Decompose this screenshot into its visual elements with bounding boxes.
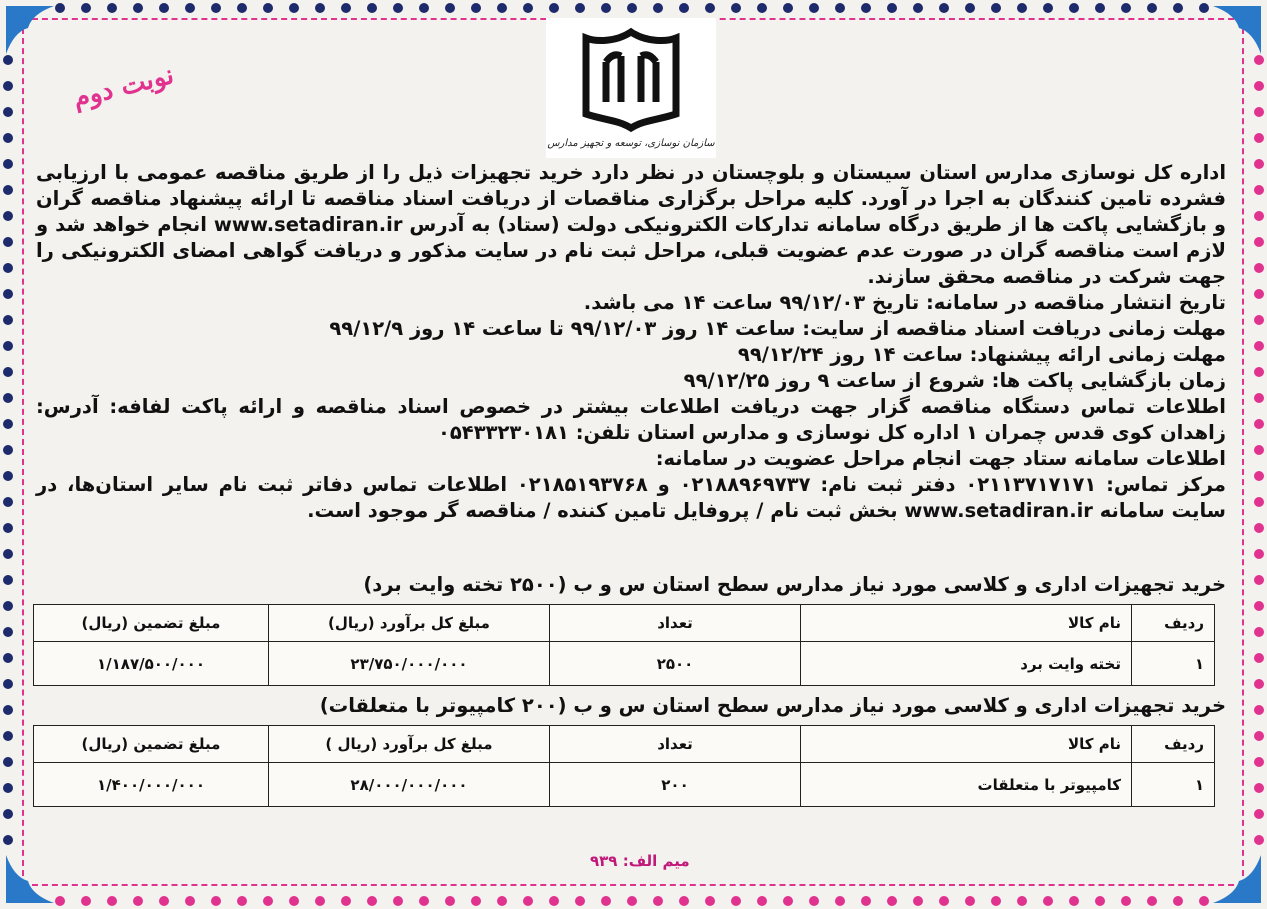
border-dot: [1254, 393, 1264, 403]
cell-item-name: تخته وایت برد: [801, 642, 1132, 686]
border-dot: [1254, 601, 1264, 611]
border-dot: [731, 896, 741, 906]
border-dot: [133, 3, 143, 13]
border-dot: [1254, 731, 1264, 741]
border-dot: [1121, 896, 1131, 906]
border-dot: [1254, 367, 1264, 377]
border-dot: [3, 679, 13, 689]
border-dot: [3, 159, 13, 169]
border-dot: [1017, 896, 1027, 906]
border-dot: [3, 263, 13, 273]
border-dot: [289, 896, 299, 906]
header-row-number: ردیف: [1132, 605, 1215, 642]
cell-row-number: ۱: [1132, 763, 1215, 807]
border-dot: [575, 896, 585, 906]
border-dot: [1147, 896, 1157, 906]
border-dot: [263, 896, 273, 906]
setad-info-title: اطلاعات سامانه ستاد جهت انجام مراحل عضویت در سامانه:: [655, 447, 1226, 470]
border-dot: [3, 393, 13, 403]
table-header-row: [34, 605, 1215, 642]
corner-ornament-top-right: [1213, 6, 1261, 54]
border-dot: [1017, 3, 1027, 13]
border-dot: [1254, 419, 1264, 429]
border-dot: [1254, 809, 1264, 819]
border-dot: [653, 896, 663, 906]
border-dot: [445, 896, 455, 906]
border-dot: [81, 896, 91, 906]
border-dot: [3, 497, 13, 507]
border-dot: [523, 896, 533, 906]
school-renovation-logo-icon: [546, 18, 716, 138]
border-dot: [3, 627, 13, 637]
contact-info-paragraph: اطلاعات تماس دستگاه مناقصه گزار جهت دریافت اطلاعات بیشتر در خصوص اسناد مناقصه و ارائه پاکت لفافه: آدرس: زاهدان کوی قدس چمران ۱ اداره کل نوسازی و مدارس استان تلفن: ۰۵۴۳۳۲۳۰۱۸۱: [36, 395, 1226, 444]
border-dot: [1043, 3, 1053, 13]
border-dot: [367, 896, 377, 906]
logo-caption: سازمان نوسازی، توسعه و تجهیز مدارس: [547, 138, 715, 149]
corner-ornament-top-left: [6, 6, 54, 54]
border-dot: [1095, 3, 1105, 13]
round-label: نوبت دوم: [69, 60, 177, 114]
border-dot: [3, 237, 13, 247]
border-dot: [159, 896, 169, 906]
border-dot: [939, 3, 949, 13]
border-dot: [1254, 341, 1264, 351]
border-dot: [367, 3, 377, 13]
border-dot: [601, 3, 611, 13]
border-dot: [185, 896, 195, 906]
border-dot: [913, 896, 923, 906]
corner-ornament-bottom-left: [6, 855, 54, 903]
border-dot: [445, 3, 455, 13]
header-item-name: نام کالا: [801, 605, 1132, 642]
border-dot: [3, 601, 13, 611]
border-dot: [549, 3, 559, 13]
border-dot: [1147, 3, 1157, 13]
border-dot: [3, 55, 13, 65]
border-dot: [237, 896, 247, 906]
border-dot: [835, 3, 845, 13]
border-dot: [1254, 523, 1264, 533]
notice-body: [36, 160, 1226, 524]
border-dot: [1254, 159, 1264, 169]
intro-paragraph: اداره کل نوسازی مدارس استان سیستان و بلوچستان در نظر دارد خرید تجهیزات ذیل را از طریق مناقصه عمومی با ارزیابی فشرده تامین کنندگان به اجرا در آورد. کلیه مراحل برگزاری مناقصات از دریافت اسناد مناقصه تا ارائه پیشنهاد مناقصه گران و بازگشایی پاکت ها از طریق درگاه سامانه تدارکات الکترونیکی دولت (ستاد) به آدرس www.setadiran.ir انجام خواهد شد و لازم است مناقصه گران در صورت عدم عضویت قبلی، مراحل ثبت نام در سایت مذکور و دریافت گواهی امضای الکترونیکی را جهت شرکت در مناقصه محقق سازند.: [36, 161, 1227, 288]
border-dot: [315, 896, 325, 906]
border-dot: [3, 107, 13, 117]
opening-time-line: زمان بازگشایی پاکت ها: شروع از ساعت ۹ روز ۹۹/۱۲/۲۵: [683, 369, 1226, 392]
border-dot: [1254, 575, 1264, 585]
header-quantity: تعداد: [550, 726, 801, 763]
border-dot: [627, 3, 637, 13]
border-dot: [679, 3, 689, 13]
border-dot: [3, 289, 13, 299]
border-dot: [861, 3, 871, 13]
header-guarantee: مبلغ تضمین (ریال): [34, 605, 269, 642]
border-dot: [1254, 653, 1264, 663]
border-dot: [991, 896, 1001, 906]
border-dot: [3, 419, 13, 429]
border-dot: [3, 81, 13, 91]
border-dot: [497, 3, 507, 13]
border-dot: [55, 896, 65, 906]
border-dot: [1254, 497, 1264, 507]
border-dot: [1069, 896, 1079, 906]
border-dot: [1173, 3, 1183, 13]
border-dot: [3, 809, 13, 819]
border-dot: [3, 185, 13, 195]
notice-code: میم الف: ۹۳۹: [590, 852, 690, 870]
bid-deadline-line: مهلت زمانی ارائه پیشنهاد: ساعت ۱۴ روز ۹۹/۱۲/۲۴: [737, 343, 1226, 366]
border-dot: [757, 3, 767, 13]
cell-estimate: ۲۳/۷۵۰/۰۰۰/۰۰۰: [269, 642, 550, 686]
border-dot: [991, 3, 1001, 13]
border-dot: [3, 445, 13, 455]
border-dot: [3, 211, 13, 221]
header-item-name: نام کالا: [801, 726, 1132, 763]
cell-guarantee: ۱/۴۰۰/۰۰۰/۰۰۰: [34, 763, 269, 807]
cell-quantity: ۲۰۰: [550, 763, 801, 807]
border-dot: [965, 3, 975, 13]
border-dot: [263, 3, 273, 13]
border-dot: [627, 896, 637, 906]
cell-estimate: ۲۸/۰۰۰/۰۰۰/۰۰۰: [269, 763, 550, 807]
border-dot: [107, 896, 117, 906]
border-dot: [1254, 783, 1264, 793]
border-dot: [783, 3, 793, 13]
border-dot: [1254, 185, 1264, 195]
border-dot: [1254, 471, 1264, 481]
border-dot: [1095, 896, 1105, 906]
border-dot: [1254, 627, 1264, 637]
header-estimate: مبلغ کل برآورد (ریال ): [269, 726, 550, 763]
border-dot: [549, 896, 559, 906]
table-2-title: خرید تجهیزات اداری و کلاسی مورد نیاز مدارس سطح استان س و ب (۲۰۰ کامپیوتر با متعلقات): [319, 694, 1226, 717]
header-quantity: تعداد: [550, 605, 801, 642]
cell-quantity: ۲۵۰۰: [550, 642, 801, 686]
border-dot: [55, 3, 65, 13]
border-dot: [1254, 315, 1264, 325]
border-dot: [419, 896, 429, 906]
header-guarantee: مبلغ تضمین (ریال): [34, 726, 269, 763]
border-dot: [81, 3, 91, 13]
table-row: [34, 642, 1215, 686]
border-dot: [341, 3, 351, 13]
computer-table: [33, 725, 1215, 807]
border-dot: [159, 3, 169, 13]
border-dot: [3, 757, 13, 767]
header-estimate: مبلغ کل برآورد (ریال): [269, 605, 550, 642]
border-dot: [289, 3, 299, 13]
document-deadline-line: مهلت زمانی دریافت اسناد مناقصه از سایت: ساعت ۱۴ روز ۹۹/۱۲/۰۳ تا ساعت ۱۴ روز ۹۹/۱۲/۹: [329, 317, 1226, 340]
border-dot: [107, 3, 117, 13]
cell-guarantee: ۱/۱۸۷/۵۰۰/۰۰۰: [34, 642, 269, 686]
setad-contact-paragraph: مرکز تماس: ۰۲۱۱۳۷۱۷۱۷۱ دفتر ثبت نام: ۰۲۱۸۸۹۶۹۷۳۷ و ۰۲۱۸۵۱۹۳۷۶۸ اطلاعات تماس دفاتر ثبت نام سایر استان‌ها، در سایت سامانه www.setadiran.ir بخش ثبت نام / پروفایل تامین کننده / مناقصه گر موجود است.: [36, 473, 1226, 522]
border-dot: [1173, 896, 1183, 906]
border-dot: [3, 731, 13, 741]
border-dot: [393, 896, 403, 906]
border-dot: [1254, 757, 1264, 767]
border-dot: [1254, 263, 1264, 273]
publish-date-line: تاریخ انتشار مناقصه در سامانه: تاریخ ۹۹/۱۲/۰۳ ساعت ۱۴ می باشد.: [583, 291, 1226, 314]
border-dot: [211, 3, 221, 13]
border-dot: [315, 3, 325, 13]
border-dot: [705, 896, 715, 906]
border-dot: [731, 3, 741, 13]
border-dot: [757, 896, 767, 906]
border-dot: [3, 341, 13, 351]
border-dot: [939, 896, 949, 906]
border-dot: [809, 3, 819, 13]
border-dot: [341, 896, 351, 906]
border-dot: [887, 3, 897, 13]
border-dot: [471, 3, 481, 13]
border-dot: [705, 3, 715, 13]
border-dot: [3, 133, 13, 143]
corner-ornament-bottom-right: [1213, 855, 1261, 903]
border-dot: [913, 3, 923, 13]
border-dot: [1043, 896, 1053, 906]
table-row: [34, 763, 1215, 807]
border-dot: [3, 705, 13, 715]
border-dot: [185, 3, 195, 13]
cell-row-number: ۱: [1132, 642, 1215, 686]
border-dot: [783, 896, 793, 906]
border-dot: [1254, 81, 1264, 91]
border-dot: [1121, 3, 1131, 13]
organization-logo: [546, 18, 716, 158]
border-dot: [965, 896, 975, 906]
border-dot: [3, 835, 13, 845]
header-row-number: ردیف: [1132, 726, 1215, 763]
border-dot: [523, 3, 533, 13]
border-dot: [419, 3, 429, 13]
border-dot: [1254, 705, 1264, 715]
border-dot: [861, 896, 871, 906]
border-dot: [653, 3, 663, 13]
cell-item-name: کامپیوتر با متعلقات: [801, 763, 1132, 807]
border-dot: [1254, 445, 1264, 455]
table-1-title: خرید تجهیزات اداری و کلاسی مورد نیاز مدارس سطح استان س و ب (۲۵۰۰ تخته وایت برد): [363, 573, 1226, 596]
border-dot: [1254, 237, 1264, 247]
border-dot: [3, 471, 13, 481]
border-dot: [3, 575, 13, 585]
border-dot: [1254, 211, 1264, 221]
border-dot: [133, 896, 143, 906]
border-dot: [1254, 55, 1264, 65]
border-dot: [887, 896, 897, 906]
border-dot: [211, 896, 221, 906]
border-dot: [3, 523, 13, 533]
border-dot: [471, 896, 481, 906]
border-dot: [575, 3, 585, 13]
border-dot: [1069, 3, 1079, 13]
border-dot: [3, 549, 13, 559]
border-dot: [1254, 133, 1264, 143]
border-dot: [1254, 289, 1264, 299]
border-dot: [1254, 107, 1264, 117]
border-dot: [237, 3, 247, 13]
border-dot: [1199, 3, 1209, 13]
border-dot: [809, 896, 819, 906]
border-dot: [3, 783, 13, 793]
border-dot: [1254, 679, 1264, 689]
border-dot: [1199, 896, 1209, 906]
border-dot: [835, 896, 845, 906]
border-dot: [3, 367, 13, 377]
border-dot: [3, 315, 13, 325]
border-dot: [679, 896, 689, 906]
border-dot: [1254, 549, 1264, 559]
whiteboard-table: [33, 604, 1215, 686]
border-dot: [497, 896, 507, 906]
border-dot: [3, 653, 13, 663]
border-dot: [393, 3, 403, 13]
border-dot: [1254, 835, 1264, 845]
border-dot: [601, 896, 611, 906]
table-header-row: [34, 726, 1215, 763]
